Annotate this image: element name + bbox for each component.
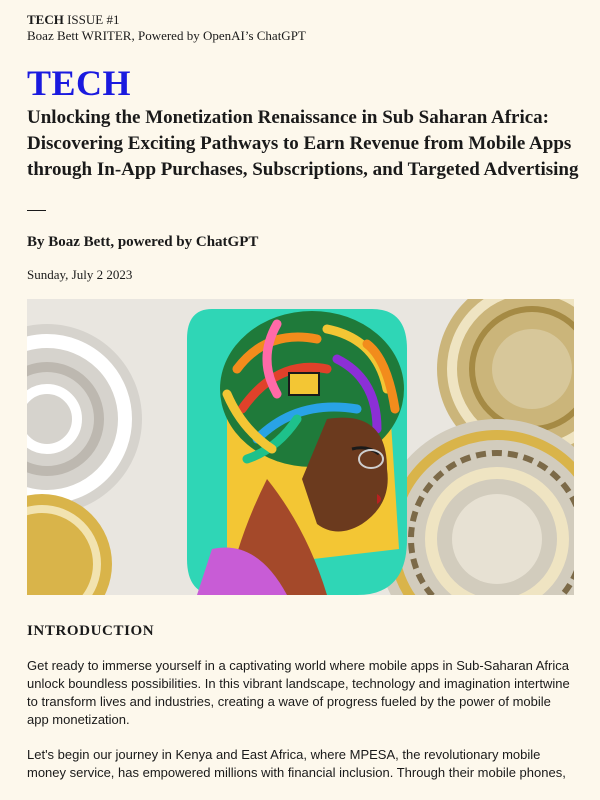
headline-divider: [27, 210, 46, 211]
article-headline: Unlocking the Monetization Renaissance in Sub Saharan Africa: Discovering Exciting Pathways to Earn Revenue from Mobile Apps through In-App Purchases, Subscriptions, and Targeted Advertising: [27, 107, 579, 180]
body-paragraph: Let's begin our journey in Kenya and East Africa, where MPESA, the revolutionary mobile money service, has empowered millions with financial inclusion. Through their mobile phones,: [27, 747, 566, 780]
masthead-credit: Boaz Bett WRITER, Powered by OpenAI’s ChatGPT: [27, 28, 306, 43]
section-heading-introduction: INTRODUCTION: [27, 623, 155, 639]
ai-portrait-illustration-icon: [27, 299, 574, 595]
section-title: TECH: [27, 63, 132, 103]
issue-number: ISSUE #1: [67, 12, 120, 27]
masthead-issue-line: [27, 12, 306, 28]
issue-kicker: TECH: [27, 12, 64, 27]
publish-date: Sunday, July 2 2023: [27, 267, 133, 282]
byline: By Boaz Bett, powered by ChatGPT: [27, 234, 259, 250]
body-paragraph: Get ready to immerse yourself in a captivating world where mobile apps in Sub-Saharan Africa unlock boundless possibilities. In this vibrant landscape, technology and imagination intertwine to transform lives and industries, creating a wave of progress fueled by the power of mobile app monetization.: [27, 658, 570, 727]
hero-image: [27, 299, 574, 595]
masthead: [27, 12, 306, 44]
